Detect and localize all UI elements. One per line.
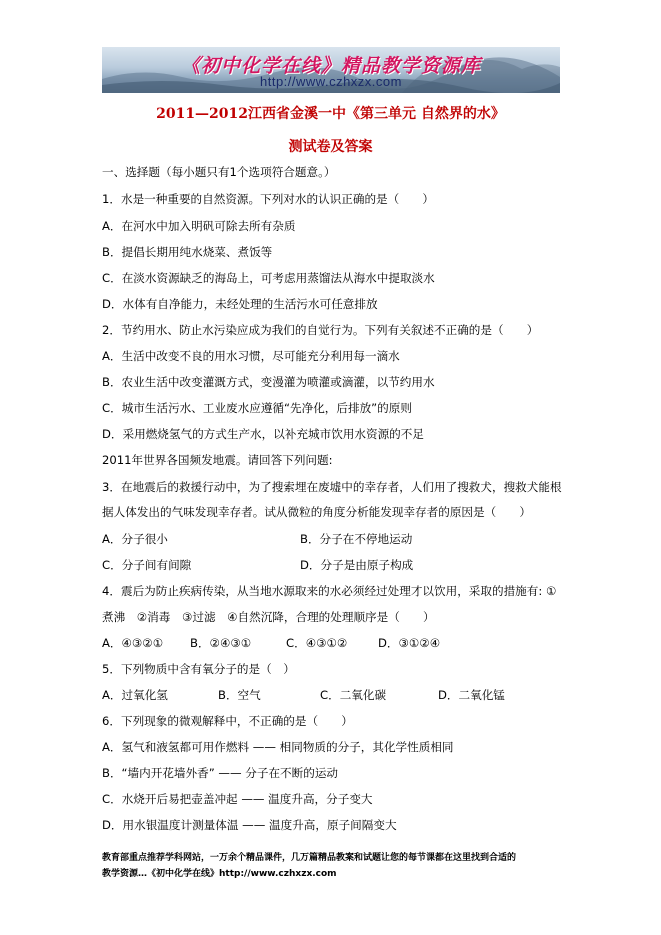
site-banner: [102, 47, 560, 93]
question-3-option-c: C．分子间有间隙: [102, 558, 192, 572]
question-6-option-b: B．“墙内开花墙外香” —— 分子在不断的运动: [102, 766, 339, 780]
question-5-stem: 5．下列物质中含有氧分子的是（ ）: [102, 662, 295, 676]
question-4-option-a: A．④③②①: [102, 636, 164, 650]
question-5-option-d: D．二氧化锰: [438, 688, 505, 702]
banner-url[interactable]: http://www.czhxzx.com: [260, 74, 402, 89]
question-2-option-d: D．采用燃烧氢气的方式生产水，以补充城市饮用水资源的不足: [102, 427, 424, 441]
question-4-stem-line1: 4．震后为防止疾病传染，从当地水源取来的水必须经过处理才以饮用，采取的措施有: ①: [102, 584, 557, 598]
question-6-option-d: D．用水银温度计测量体温 —— 温度升高，原子间隔变大: [102, 818, 397, 832]
question-6-option-a: A．氢气和液氢都可用作燃料 —— 相同物质的分子，其化学性质相同: [102, 740, 454, 754]
question-6-option-c: C．水烧开后易把壶盖冲起 —— 温度升高，分子变大: [102, 792, 373, 806]
question-3-option-a: A．分子很小: [102, 532, 168, 546]
question-4-option-c: C．④③①②: [286, 636, 348, 650]
question-1-stem: 1．水是一种重要的自然资源。下列对水的认识正确的是（ ）: [102, 192, 435, 206]
question-3-option-d: D．分子是由原子构成: [300, 558, 414, 572]
question-5-option-b: B．空气: [218, 688, 261, 702]
question-1-option-c: C．在淡水资源缺乏的海岛上，可考虑用蒸馏法从海水中提取淡水: [102, 271, 435, 285]
question-1-option-b: B．提倡长期用纯水烧菜、煮饭等: [102, 245, 273, 259]
question-2-option-c: C．城市生活污水、工业废水应遵循“先净化，后排放”的原则: [102, 401, 412, 415]
question-4-stem-line2: 煮沸 ②消毒 ③过滤 ④自然沉降，合理的处理顺序是（ ）: [102, 610, 435, 624]
section-heading: 一、选择题（每小题只有1个选项符合题意。）: [102, 165, 336, 179]
question-3-stem-line2: 据人体发出的气味发现幸存者。试从微粒的角度分析能发现幸存者的原因是（ ）: [102, 505, 531, 519]
question-6-stem: 6．下列现象的微观解释中，不正确的是（ ）: [102, 714, 353, 728]
question-4-option-b: B．②④③①: [190, 636, 252, 650]
question-5-option-a: A．过氧化氢: [102, 688, 168, 702]
question-2-option-a: A．生活中改变不良的用水习惯，尽可能充分利用每一滴水: [102, 349, 400, 363]
question-1-option-a: A．在河水中加入明矾可除去所有杂质: [102, 219, 296, 233]
question-3-option-b: B．分子在不停地运动: [300, 532, 413, 546]
question-2-option-b: B．农业生活中改变灌溉方式，变漫灌为喷灌或滴灌，以节约用水: [102, 375, 435, 389]
question-5-option-c: C．二氧化碳: [320, 688, 387, 702]
page-subtitle: 测试卷及答案: [288, 139, 373, 155]
footer-line-2[interactable]: 教学资源…《初中化学在线》http://www.czhxzx.com: [102, 869, 337, 879]
footer-line-1: 教育部重点推荐学科网站，一万余个精品课件，几万篇精品教案和试题让您的每节课都在这里找到合适的: [102, 853, 517, 863]
banner-title: 《初中化学在线》精品教学资源库: [180, 55, 481, 77]
question-3-stem-line1: 3．在地震后的救援行动中，为了搜索埋在废墟中的幸存者，人们用了搜救犬，搜救犬能根: [102, 480, 562, 494]
earthquake-intro: 2011年世界各国频发地震。请回答下列问题:: [102, 453, 333, 467]
question-4-option-d: D．③①②④: [378, 636, 441, 650]
question-1-option-d: D．水体有自净能力，未经处理的生活污水可任意排放: [102, 297, 378, 311]
question-2-stem: 2．节约用水、防止水污染应成为我们的自觉行为。下列有关叙述不正确的是（ ）: [102, 323, 539, 337]
page-title: 2011—2012江西省金溪一中《第三单元 自然界的水》: [156, 106, 505, 122]
